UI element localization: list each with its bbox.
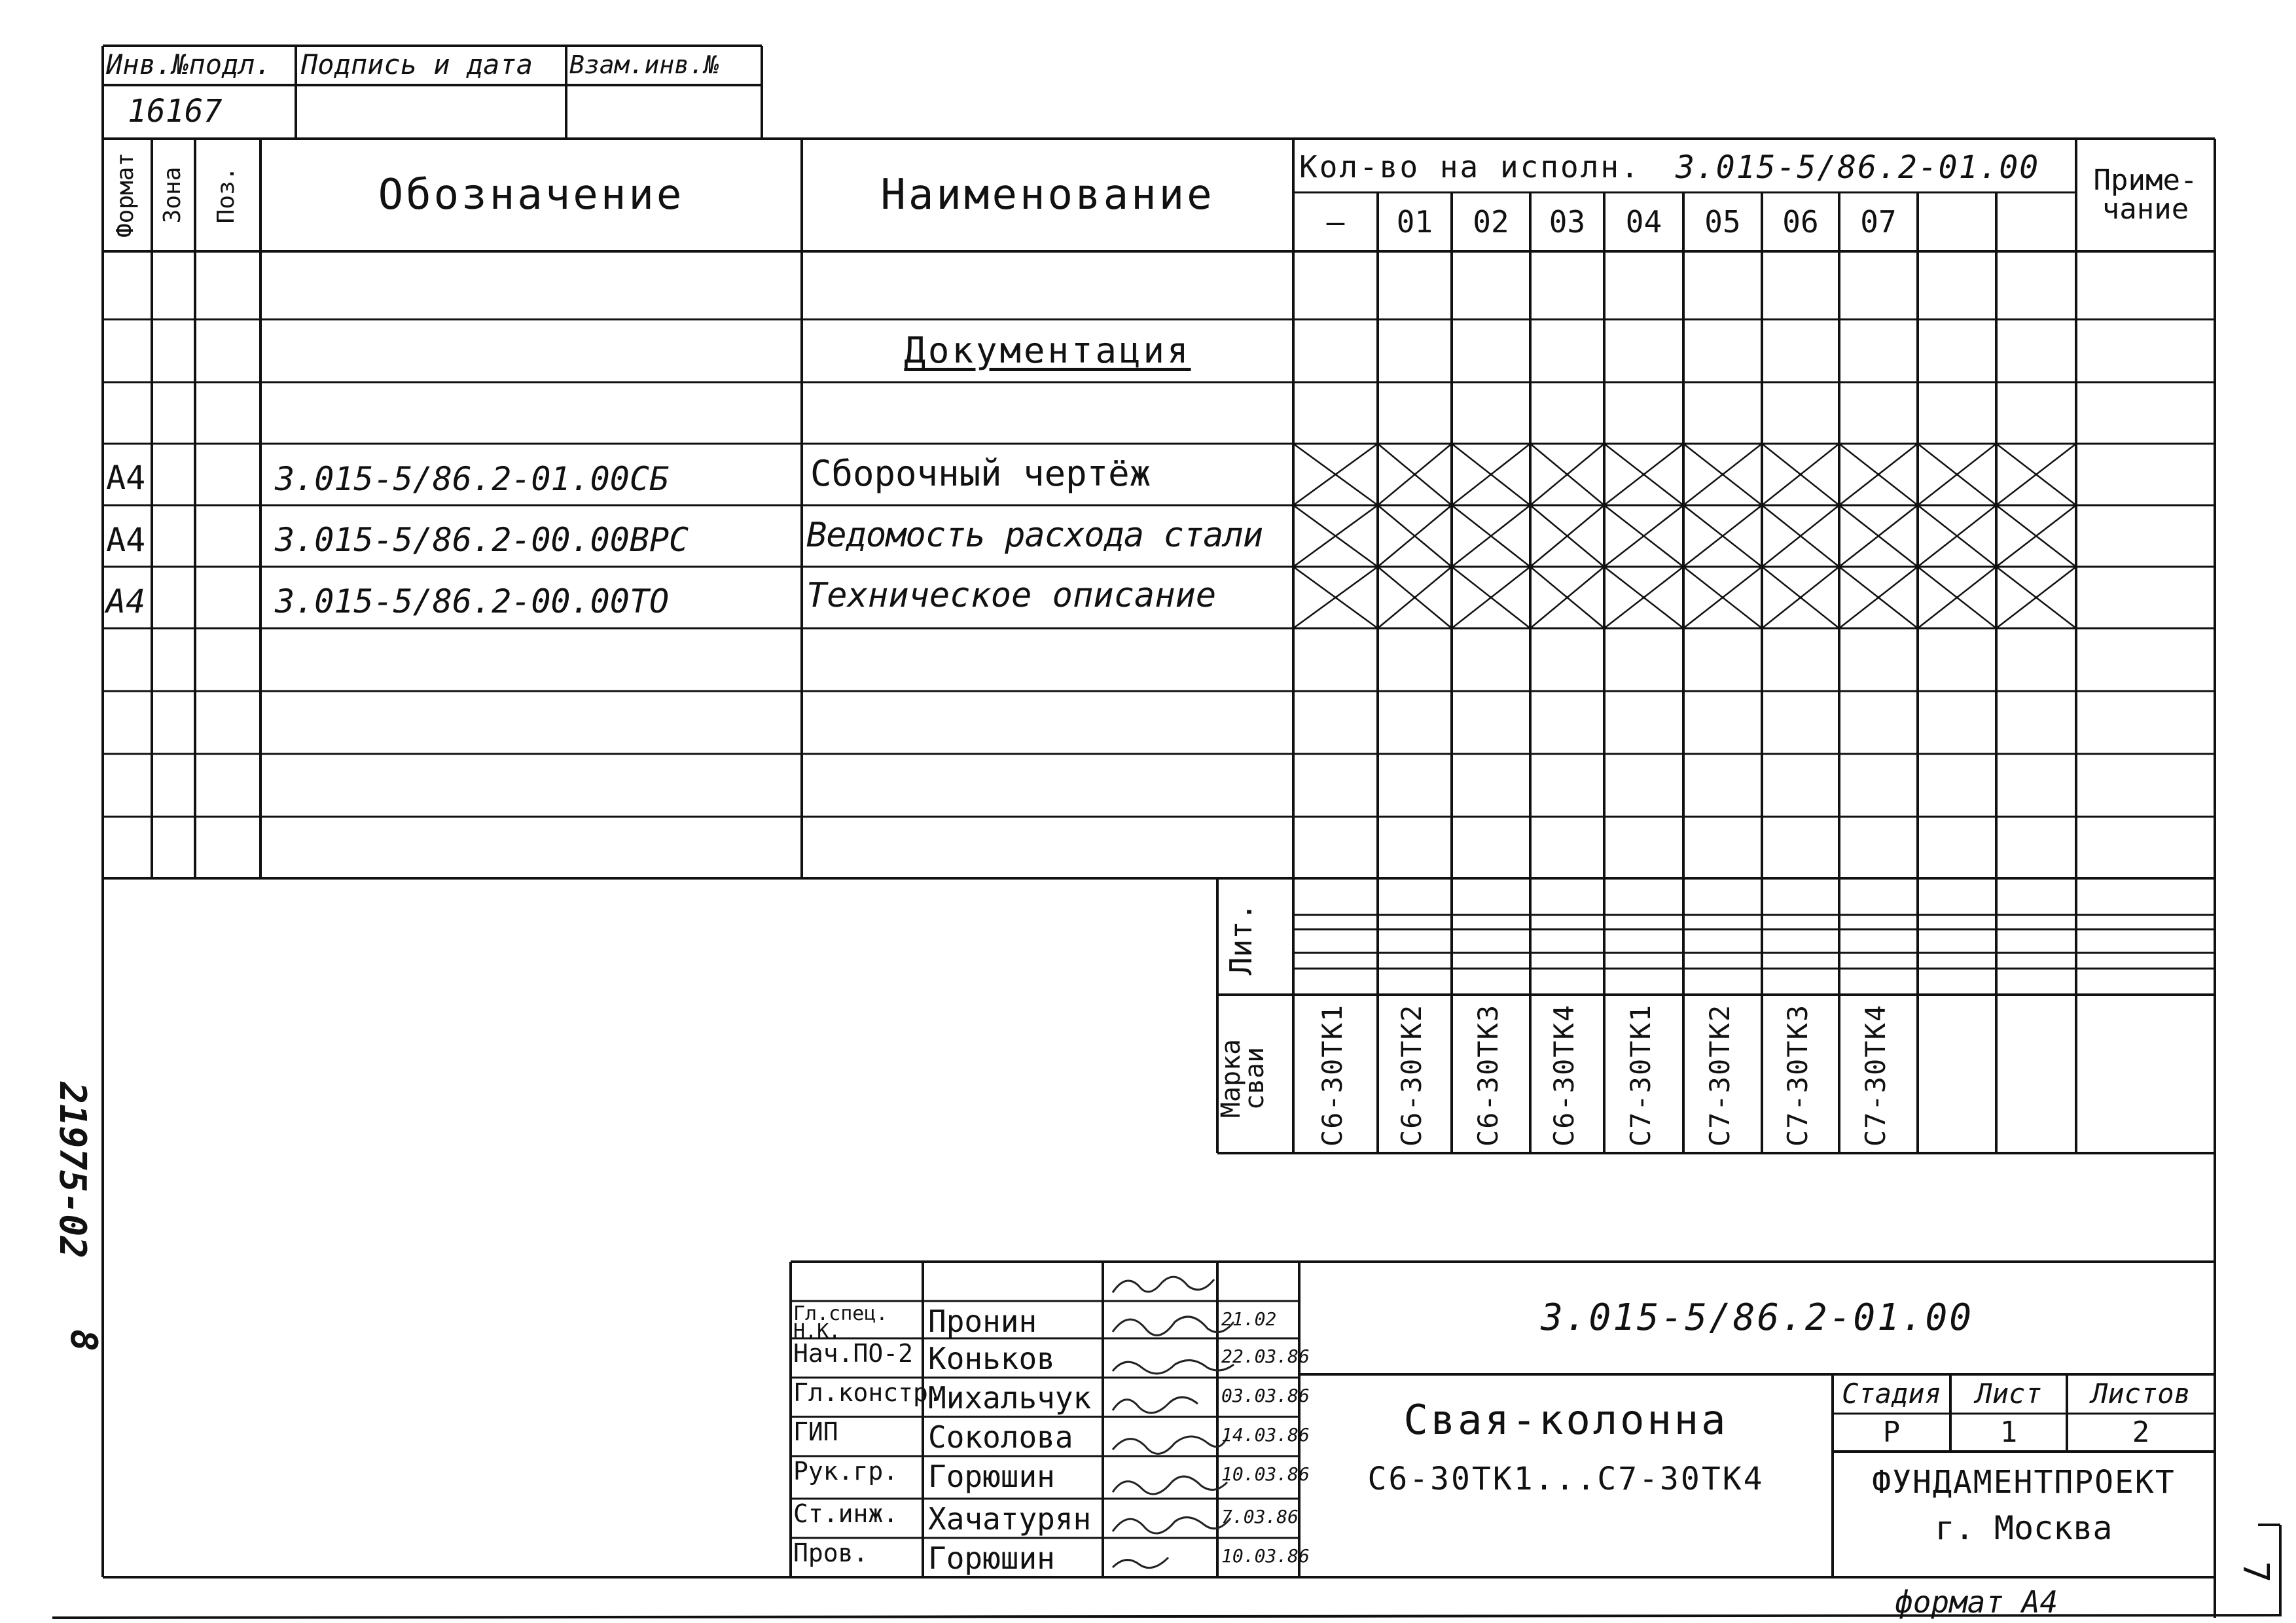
sheet-label: Лист (1975, 1378, 2042, 1410)
signer-role: Гл.спец. Н.К. (793, 1302, 888, 1343)
pile-mark-label: С7-30ТК4 (1859, 1003, 1892, 1147)
stamp-header-inv-orig: Инв.№подл. (106, 48, 272, 80)
col-header-name: Наименование (880, 171, 1215, 219)
row-designation: 3.015-5/86.2-00.00ВРС (275, 521, 689, 559)
doc-code: 3.015-5/86.2-01.00 (1541, 1296, 1973, 1339)
pile-mark-label: С7-30ТК3 (1782, 1003, 1814, 1147)
signer-name: Пронин (928, 1304, 1037, 1339)
organization-city: г. Москва (1935, 1509, 2113, 1547)
col-header-position: Поз. (213, 166, 240, 224)
signer-role: Рук.гр. (793, 1457, 899, 1486)
row-designation: 3.015-5/86.2-01.00СБ (275, 460, 670, 498)
signer-date: 14.03.86 (1221, 1424, 1310, 1446)
signer-date: 10.03.86 (1221, 1545, 1310, 1567)
variant-col-02: 02 (1473, 204, 1509, 240)
pile-mark-label: С6-30ТК3 (1472, 1003, 1504, 1147)
inventory-number: 16167 (128, 93, 223, 130)
signer-role: ГИП (793, 1418, 838, 1446)
archive-number: 21975-02 (51, 1082, 94, 1258)
pile-mark-label: С6-30ТК4 (1548, 1003, 1580, 1147)
pile-mark-label: С7-30ТК2 (1704, 1003, 1736, 1147)
signer-name: Коньков (928, 1341, 1055, 1376)
col-header-quantity: Кол-во на исполн. (1299, 149, 1641, 185)
row-name: Техническое описание (806, 576, 1217, 615)
variant-col-06: 06 (1782, 204, 1819, 240)
title-line-2: С6-30ТК1...С7-30ТК4 (1367, 1461, 1765, 1497)
signer-date: 03.03.86 (1221, 1385, 1310, 1406)
row-name: Сборочный чертёж (810, 453, 1151, 494)
variant-col-04: 04 (1625, 204, 1662, 240)
row-name: Ведомость расхода стали (806, 516, 1263, 555)
signer-role: Ст.инж. (793, 1499, 899, 1528)
stamp-header-signature-date: Подпись и дата (301, 48, 533, 80)
signer-date: 10.03.86 (1221, 1463, 1310, 1485)
signer-name: Хачатурян (928, 1501, 1092, 1537)
signer-date: 22.03.86 (1221, 1346, 1310, 1367)
pile-mark-label: С6-30ТК2 (1395, 1003, 1427, 1147)
row-format: А4 (106, 521, 146, 559)
variant-col-01: 01 (1396, 204, 1433, 240)
stage-label: Стадия (1842, 1378, 1941, 1410)
sheets-label: Листов (2091, 1378, 2191, 1410)
stamp-header-replaced-inv: Взам.инв.№ (569, 50, 719, 79)
variant-col-07: 07 (1860, 204, 1897, 240)
pile-mark-label: С7-30ТК1 (1624, 1003, 1657, 1147)
signer-role: Гл.констр. (793, 1378, 943, 1407)
format-label: формат А4 (1895, 1584, 2058, 1620)
stage-value: Р (1882, 1416, 1901, 1449)
sheets-value: 2 (2132, 1416, 2150, 1449)
signer-role: Пров. (793, 1539, 869, 1567)
variant-col-03: 03 (1549, 204, 1586, 240)
title-line-1: Свая-колонна (1403, 1396, 1729, 1444)
signature-scribbles (1113, 1277, 1234, 1568)
signer-name: Горюшин (928, 1459, 1055, 1494)
signer-name: Соколова (928, 1419, 1073, 1455)
signer-date: 7.03.86 (1221, 1506, 1299, 1527)
col-header-quantity-doc: 3.015-5/86.2-01.00 (1676, 149, 2040, 186)
marks-label: Марка сваи (1216, 1039, 1270, 1118)
col-header-format: Формат (112, 152, 139, 238)
variant-col-base: – (1326, 204, 1345, 240)
lit-label: Лит. (1223, 902, 1259, 976)
col-header-zone: Зона (159, 166, 186, 224)
signer-name: Михальчук (928, 1380, 1092, 1416)
sheet-value: 1 (2000, 1416, 2018, 1449)
row-format: А4 (106, 459, 146, 497)
row-format: А4 (106, 582, 146, 620)
page-number: 8 (62, 1329, 105, 1351)
pile-mark-label: С6-30ТК1 (1316, 1003, 1348, 1147)
col-header-designation: Обозначение (378, 171, 685, 219)
col-header-note: Приме- чание (2093, 164, 2198, 226)
signer-name: Горюшин (928, 1541, 1055, 1576)
variant-col-05: 05 (1704, 204, 1741, 240)
organization-name: ФУНДАМЕНТПРОЕКТ (1872, 1464, 2176, 1501)
section-title: Документация (904, 330, 1191, 371)
signer-role: Нач.ПО-2 (793, 1339, 914, 1368)
signer-date: 21.02 (1221, 1308, 1277, 1330)
right-margin-number: 7 (2235, 1561, 2277, 1583)
row-designation: 3.015-5/86.2-00.00ТО (275, 582, 670, 620)
